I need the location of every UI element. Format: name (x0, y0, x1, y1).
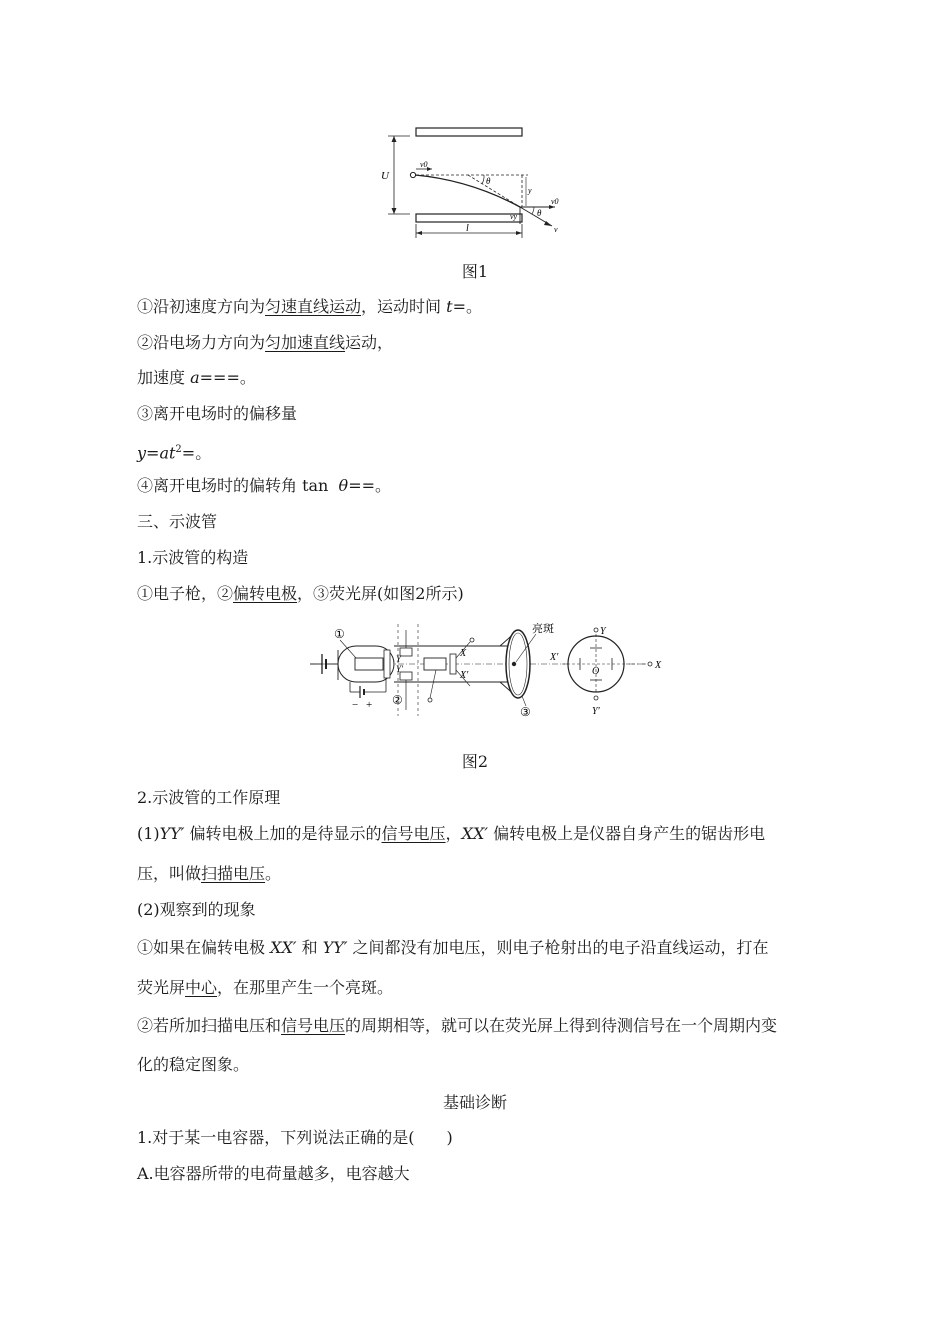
text-span: ①如果在偏转电极 (137, 938, 271, 957)
text-span: 的周期相等，就可以在荧光屏上得到待测信号在一个周期内变 (345, 1016, 778, 1035)
var-XX: XX′ (461, 824, 488, 843)
fig1-label-theta-2: θ (537, 208, 542, 218)
text-span: 偏转电极上加的是待显示的 (184, 824, 382, 843)
paragraph-line-9 (137, 584, 813, 604)
fig2-label-Xp-plate: X′ (460, 670, 469, 681)
paragraph-line-12 (137, 864, 813, 884)
text-span: ，运动时间 (361, 297, 447, 316)
underlined-term: 扫描电压 (201, 864, 266, 883)
text-span: =。 (452, 297, 482, 316)
underlined-term: 中心 (185, 978, 218, 997)
figure-1-caption: 图1 (461, 262, 489, 281)
figure-2-oscilloscope-tube (300, 620, 670, 720)
paragraph-line-4: ③离开电场时的偏移量 (137, 404, 298, 423)
fig2-label-X-screen: X (655, 660, 662, 671)
underlined-term: 信号电压 (381, 824, 446, 843)
subheading-2: 2.示波管的工作原理 (137, 788, 281, 807)
underlined-term: 信号电压 (281, 1016, 346, 1035)
fig2-label-c3: ③ (520, 705, 531, 719)
paragraph-line-6 (137, 476, 813, 496)
paragraph-line-3 (137, 368, 813, 388)
text-span: 和 (296, 938, 323, 957)
underlined-term: 偏转电极 (233, 584, 298, 603)
underlined-term: 匀速直线运动 (265, 297, 362, 316)
fig2-label-plus: + (366, 699, 373, 711)
text-span: 压，叫做 (137, 864, 202, 883)
fig2-label-Y-plate: Y (396, 654, 402, 664)
paragraph-line-5 (137, 440, 813, 463)
fig2-label-X-plate: X (460, 648, 467, 659)
paragraph-line-15 (137, 978, 813, 998)
fig2-label-liangban: 亮斑 (532, 623, 554, 635)
var-a: a (190, 368, 200, 387)
paragraph-line-1 (137, 297, 813, 317)
paragraph-line-16 (137, 1016, 813, 1036)
fig2-label-c2: ② (392, 693, 403, 707)
fig1-label-vy: vy (510, 212, 518, 221)
paragraph-line-13: (2)观察到的现象 (137, 900, 256, 919)
question-1: 1.对于某一电容器，下列说法正确的是( ) (137, 1128, 453, 1147)
fig2-label-c1: ① (334, 627, 345, 641)
fig2-label-Xp-screen: X′ (550, 652, 559, 663)
text-span: 。 (265, 864, 282, 883)
fig1-label-U: U (381, 170, 389, 182)
var-theta: θ (338, 476, 349, 495)
text-span: 运动， (345, 333, 394, 352)
text-span: ===。 (199, 368, 256, 387)
text-span: ①沿初速度方向为 (137, 297, 266, 316)
question-1-option-a: A.电容器所带的电荷量越多，电容越大 (137, 1164, 410, 1183)
text-span: = (146, 443, 160, 463)
text-span: 加速度 (137, 368, 191, 387)
fig2-label-Yp-screen: Y′ (592, 706, 600, 717)
fig1-label-v0-right: v0 (551, 197, 559, 206)
text-span: ， (445, 824, 462, 843)
text-span: =。 (181, 443, 212, 463)
text-span: (1) (137, 824, 160, 843)
fig1-label-l: l (466, 223, 469, 234)
fig2-label-Yp-plate: Y′ (396, 664, 403, 674)
section-heading-3: 三、示波管 (137, 512, 218, 531)
fig1-label-v: v (554, 225, 558, 234)
text-span: ①电子枪，② (137, 584, 234, 603)
text-span: ②若所加扫描电压和 (137, 1016, 282, 1035)
var-YY: YY′ (159, 824, 185, 843)
fig1-label-v0-left: v0 (420, 160, 428, 169)
fig1-label-theta-1: θ (486, 176, 491, 186)
fig2-label-O-screen: O (592, 666, 600, 677)
text-span: 荧光屏 (137, 978, 186, 997)
text-span: ②沿电场力方向为 (137, 333, 266, 352)
fig2-label-minus: − (352, 699, 359, 711)
var-t: t (446, 297, 453, 316)
var-XX: XX′ (270, 938, 297, 957)
section-heading-basic-diagnosis: 基础诊断 (442, 1093, 507, 1112)
paragraph-line-2 (137, 333, 813, 353)
text-span: ④离开电场时的偏转角 tan (137, 476, 339, 495)
text-span: 偏转电极上是仪器自身产生的锯齿形电 (487, 824, 766, 843)
fig1-label-y: y (528, 186, 532, 195)
paragraph-line-14 (137, 938, 813, 958)
text-span: ==。 (348, 476, 392, 495)
text-span: ，在那里产生一个亮斑。 (217, 978, 394, 997)
var-y: y (137, 443, 147, 463)
paragraph-line-11 (137, 824, 813, 844)
text-span: ，③荧光屏(如图2所示) (297, 584, 464, 603)
superscript: 2 (175, 444, 182, 455)
fig2-label-Y-screen: Y (600, 626, 606, 637)
figure-1-deflection-diagram (380, 120, 580, 245)
underlined-term: 匀加速直线 (265, 333, 346, 352)
figure-2-caption: 图2 (461, 752, 489, 771)
subheading-1: 1.示波管的构造 (137, 548, 249, 567)
var-YY: YY′ (322, 938, 348, 957)
text-span: 之间都没有加电压，则电子枪射出的电子沿直线运动，打在 (347, 938, 769, 957)
paragraph-line-17: 化的稳定图象。 (137, 1055, 250, 1074)
var-at: at (159, 443, 176, 463)
